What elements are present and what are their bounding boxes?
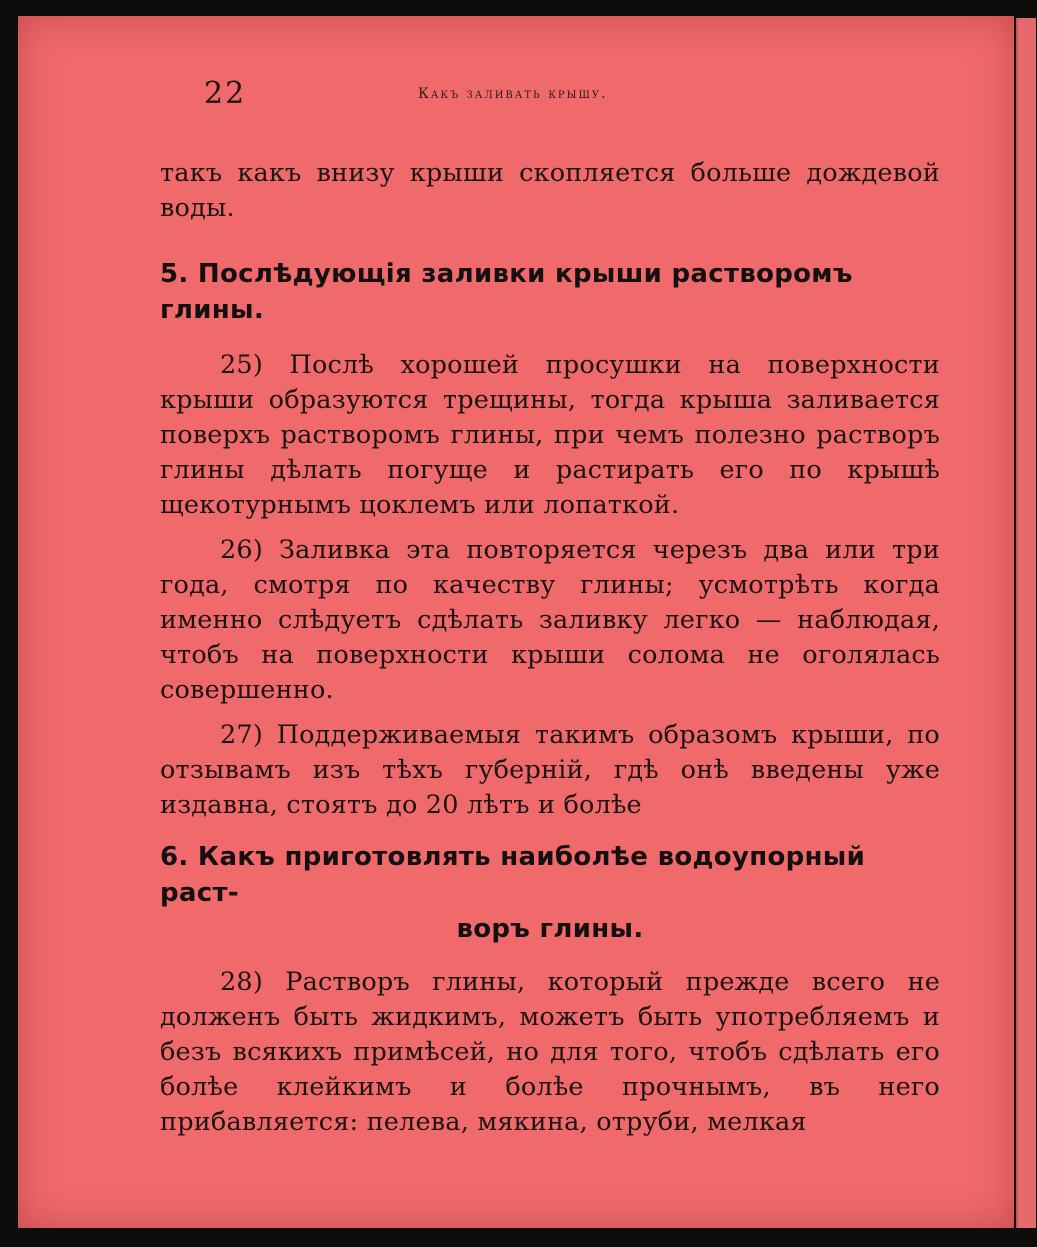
paragraph-28: 28) Растворъ глины, который прежде всего не долженъ быть жидкимъ, можетъ быть употребляемъ и безъ всякихъ примѣсей, но для того, чтобъ сдѣлать его болѣе клейкимъ и болѣе прочнымъ, въ него прибавляется: пелева, мякина, отруби, мелкая: [160, 967, 940, 1137]
paragraph-25: 25) Послѣ хорошей просушки на поверхности крыши образуются трещины, тогда крыша заливается поверхъ растворомъ глины, при чемъ полезно растворъ глины дѣлать погуще и растирать его по крышѣ щекотурнымъ цоклемъ или лопаткой.: [160, 350, 940, 520]
section-6-heading-line2: воръ глины.: [456, 914, 644, 944]
paragraph-26: 26) Заливка эта повторяется черезъ два или три года, смотря по качеству глины; усмотрѣть когда именно слѣдуетъ сдѣлать заливку легко — наблюдая, чтобъ на поверхности крыши солома не оголялась совершенно.: [160, 535, 940, 705]
continuation-paragraph: такъ какъ внизу крыши скопляется больше дождевой воды.: [160, 158, 940, 223]
section-5-heading: 5. Послѣдующія заливки крыши растворомъ глины.: [160, 259, 853, 325]
page-content: [160, 156, 940, 1140]
section-6-heading: [160, 839, 940, 947]
page-number: 22: [204, 76, 247, 111]
page-header: [18, 76, 1014, 116]
section-6-heading-line1: 6. Какъ приготовлять наиболѣе водоупорный раст-: [160, 842, 866, 908]
running-title: Какъ заливать крышу.: [418, 86, 608, 102]
book-page: [18, 16, 1014, 1228]
next-page-edge: [1016, 18, 1036, 1228]
paragraph-27: 27) Поддерживаемыя такимъ образомъ крыши, по отзывамъ изъ тѣхъ губерній, гдѣ онѣ введены уже издавна, стоятъ до 20 лѣтъ и болѣе: [160, 720, 940, 820]
